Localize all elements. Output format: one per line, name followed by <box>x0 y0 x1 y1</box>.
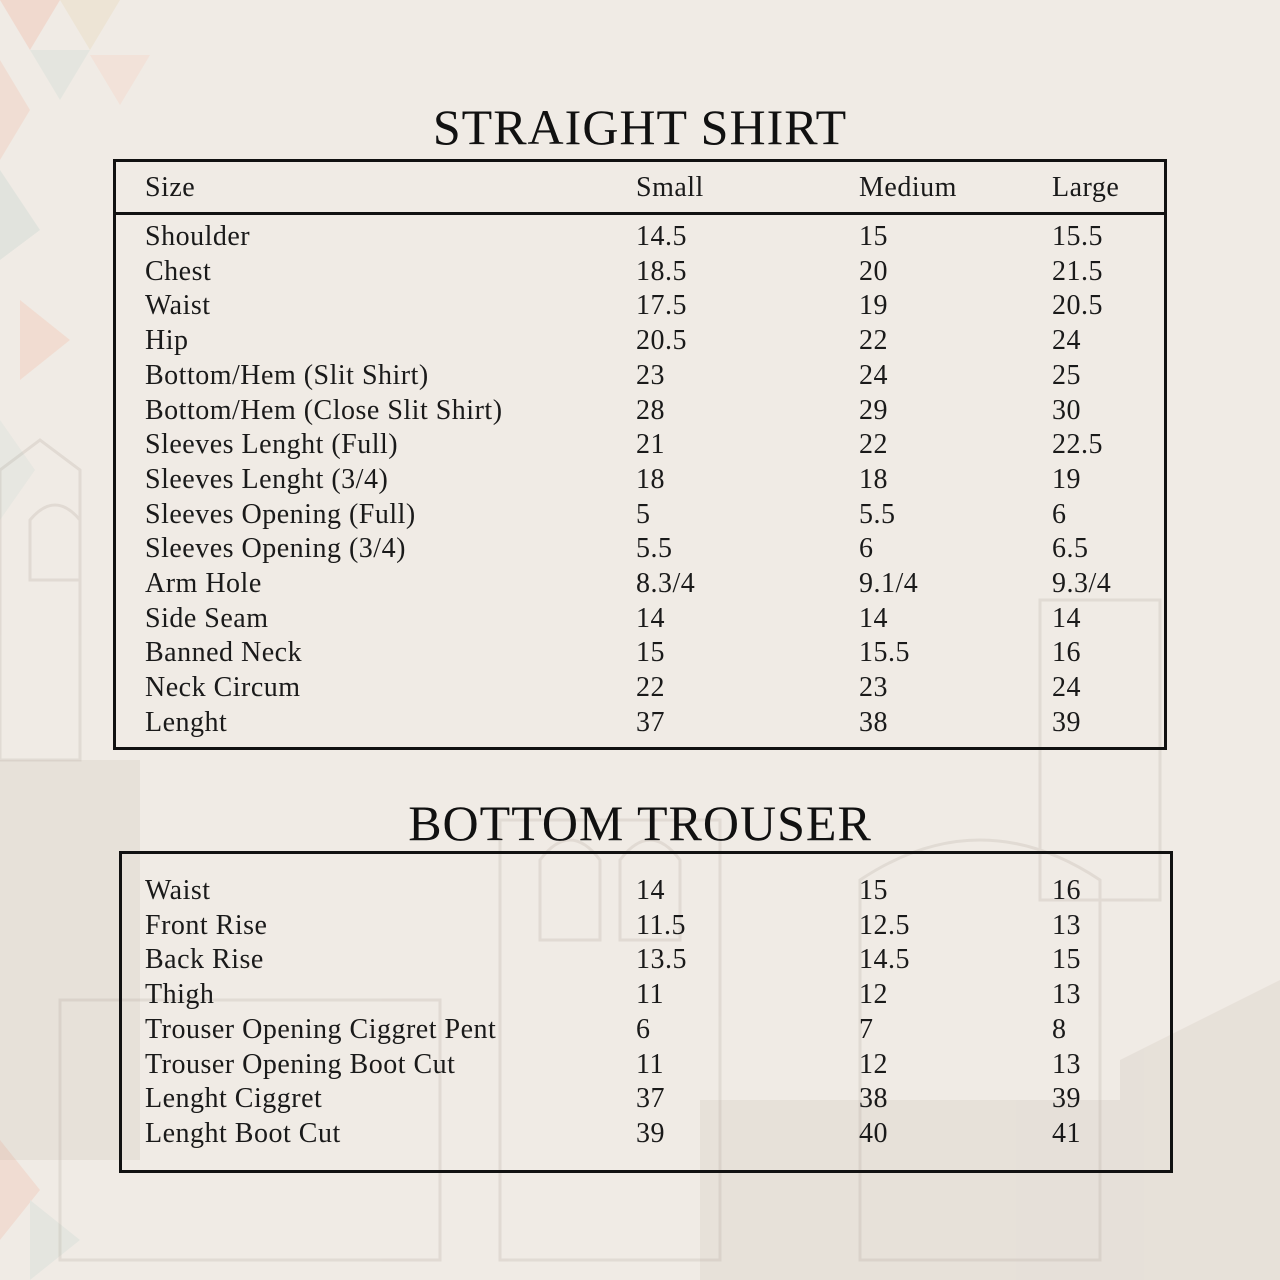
small-value: 17.5 <box>636 290 687 322</box>
large-value: 14 <box>1052 602 1081 634</box>
measurement-label: Bottom/Hem (Slit Shirt) <box>145 359 429 391</box>
medium-value: 12 <box>859 979 888 1011</box>
large-value: 24 <box>1052 672 1081 704</box>
small-value: 18 <box>636 463 665 495</box>
table-row <box>116 462 1164 497</box>
large-value: 6.5 <box>1052 533 1089 565</box>
header-size: Size <box>145 172 196 203</box>
table-row <box>122 1116 1170 1151</box>
medium-value: 5.5 <box>859 498 896 530</box>
table-row <box>116 393 1164 428</box>
measurement-label: Side Seam <box>145 602 269 634</box>
table-header-row <box>116 170 1164 205</box>
header-divider <box>116 212 1164 215</box>
large-value: 39 <box>1052 706 1081 738</box>
large-value: 24 <box>1052 325 1081 357</box>
medium-value: 24 <box>859 359 888 391</box>
small-value: 21 <box>636 429 665 461</box>
table-row <box>116 358 1164 393</box>
table-row <box>116 635 1164 670</box>
large-value: 25 <box>1052 359 1081 391</box>
medium-value: 38 <box>859 706 888 738</box>
header-medium: Medium <box>859 172 957 203</box>
large-value: 19 <box>1052 463 1081 495</box>
small-value: 39 <box>636 1117 665 1149</box>
medium-value: 23 <box>859 672 888 704</box>
shirt-title: STRAIGHT SHIRT <box>432 99 848 155</box>
small-value: 23 <box>636 359 665 391</box>
table-row <box>122 977 1170 1012</box>
small-value: 14 <box>636 602 665 634</box>
table-row <box>122 908 1170 943</box>
medium-value: 15 <box>859 875 888 906</box>
medium-value: 15.5 <box>859 637 910 669</box>
medium-value: 14 <box>859 602 888 634</box>
medium-value: 12 <box>859 1048 888 1080</box>
table-row <box>116 531 1164 566</box>
large-value: 21.5 <box>1052 255 1103 287</box>
small-value: 22 <box>636 672 665 704</box>
large-value: 39 <box>1052 1083 1081 1115</box>
small-value: 6 <box>636 1013 651 1045</box>
large-value: 16 <box>1052 637 1081 669</box>
measurement-label: Lenght Boot Cut <box>145 1117 341 1149</box>
medium-value: 29 <box>859 394 888 426</box>
large-value: 8 <box>1052 1013 1067 1045</box>
medium-value: 40 <box>859 1117 888 1149</box>
small-value: 11 <box>636 979 664 1011</box>
measurement-label: Waist <box>145 290 211 322</box>
small-value: 28 <box>636 394 665 426</box>
medium-value: 38 <box>859 1083 888 1115</box>
table-row <box>116 219 1164 254</box>
large-value: 9.3/4 <box>1052 568 1112 599</box>
large-value: 20.5 <box>1052 290 1103 322</box>
table-row <box>122 873 1170 908</box>
medium-value: 20 <box>859 255 888 287</box>
trouser-size-table <box>119 851 1173 1173</box>
medium-value: 14.5 <box>859 944 910 976</box>
measurement-label: Arm Hole <box>145 568 262 599</box>
measurement-label: Banned Neck <box>145 637 303 669</box>
measurement-label: Waist <box>145 875 211 906</box>
small-value: 20.5 <box>636 325 687 357</box>
measurement-label: Lenght <box>145 706 228 738</box>
measurement-label: Shoulder <box>145 221 251 252</box>
header-small: Small <box>636 172 704 203</box>
table-row <box>116 427 1164 462</box>
table-row <box>116 288 1164 323</box>
medium-value: 15 <box>859 221 888 252</box>
medium-value: 9.1/4 <box>859 568 919 599</box>
small-value: 5.5 <box>636 533 673 565</box>
shirt-size-table <box>113 159 1167 750</box>
table-row <box>116 705 1164 740</box>
small-value: 8.3/4 <box>636 568 696 599</box>
large-value: 13 <box>1052 979 1081 1011</box>
small-value: 11.5 <box>636 909 686 941</box>
measurement-label: Back Rise <box>145 944 264 976</box>
measurement-label: Thigh <box>145 979 215 1011</box>
table-row <box>122 942 1170 977</box>
measurement-label: Chest <box>145 255 212 287</box>
table-row <box>122 1081 1170 1116</box>
header-large: Large <box>1052 172 1120 203</box>
small-value: 18.5 <box>636 255 687 287</box>
measurement-label: Sleeves Opening (Full) <box>145 498 416 530</box>
small-value: 14 <box>636 875 665 906</box>
small-value: 5 <box>636 498 651 530</box>
large-value: 41 <box>1052 1117 1081 1149</box>
measurement-label: Hip <box>145 325 189 357</box>
measurement-label: Sleeves Opening (3/4) <box>145 533 406 565</box>
medium-value: 18 <box>859 463 888 495</box>
small-value: 37 <box>636 706 665 738</box>
large-value: 22.5 <box>1052 429 1103 461</box>
measurement-label: Front Rise <box>145 909 268 941</box>
table-row <box>116 601 1164 636</box>
table-row <box>122 1012 1170 1047</box>
medium-value: 22 <box>859 325 888 357</box>
table-row <box>116 566 1164 601</box>
large-value: 6 <box>1052 498 1067 530</box>
small-value: 11 <box>636 1048 664 1080</box>
medium-value: 12.5 <box>859 909 910 941</box>
medium-value: 6 <box>859 533 874 565</box>
measurement-label: Lenght Ciggret <box>145 1083 323 1115</box>
large-value: 16 <box>1052 875 1081 906</box>
table-row <box>116 670 1164 705</box>
measurement-label: Trouser Opening Ciggret Pent <box>145 1013 497 1045</box>
trouser-title: BOTTOM TROUSER <box>408 795 872 851</box>
medium-value: 22 <box>859 429 888 461</box>
large-value: 30 <box>1052 394 1081 426</box>
large-value: 15 <box>1052 944 1081 976</box>
medium-value: 19 <box>859 290 888 322</box>
large-value: 15.5 <box>1052 221 1103 252</box>
measurement-label: Trouser Opening Boot Cut <box>145 1048 456 1080</box>
table-row <box>116 323 1164 358</box>
small-value: 15 <box>636 637 665 669</box>
measurement-label: Sleeves Lenght (3/4) <box>145 463 389 495</box>
table-row <box>116 254 1164 289</box>
measurement-label: Sleeves Lenght (Full) <box>145 429 399 461</box>
large-value: 13 <box>1052 909 1081 941</box>
large-value: 13 <box>1052 1048 1081 1080</box>
measurement-label: Bottom/Hem (Close Slit Shirt) <box>145 394 503 426</box>
medium-value: 7 <box>859 1013 874 1045</box>
measurement-label: Neck Circum <box>145 672 301 704</box>
small-value: 14.5 <box>636 221 687 252</box>
small-value: 13.5 <box>636 944 687 976</box>
table-row <box>116 497 1164 532</box>
small-value: 37 <box>636 1083 665 1115</box>
table-row <box>122 1047 1170 1082</box>
